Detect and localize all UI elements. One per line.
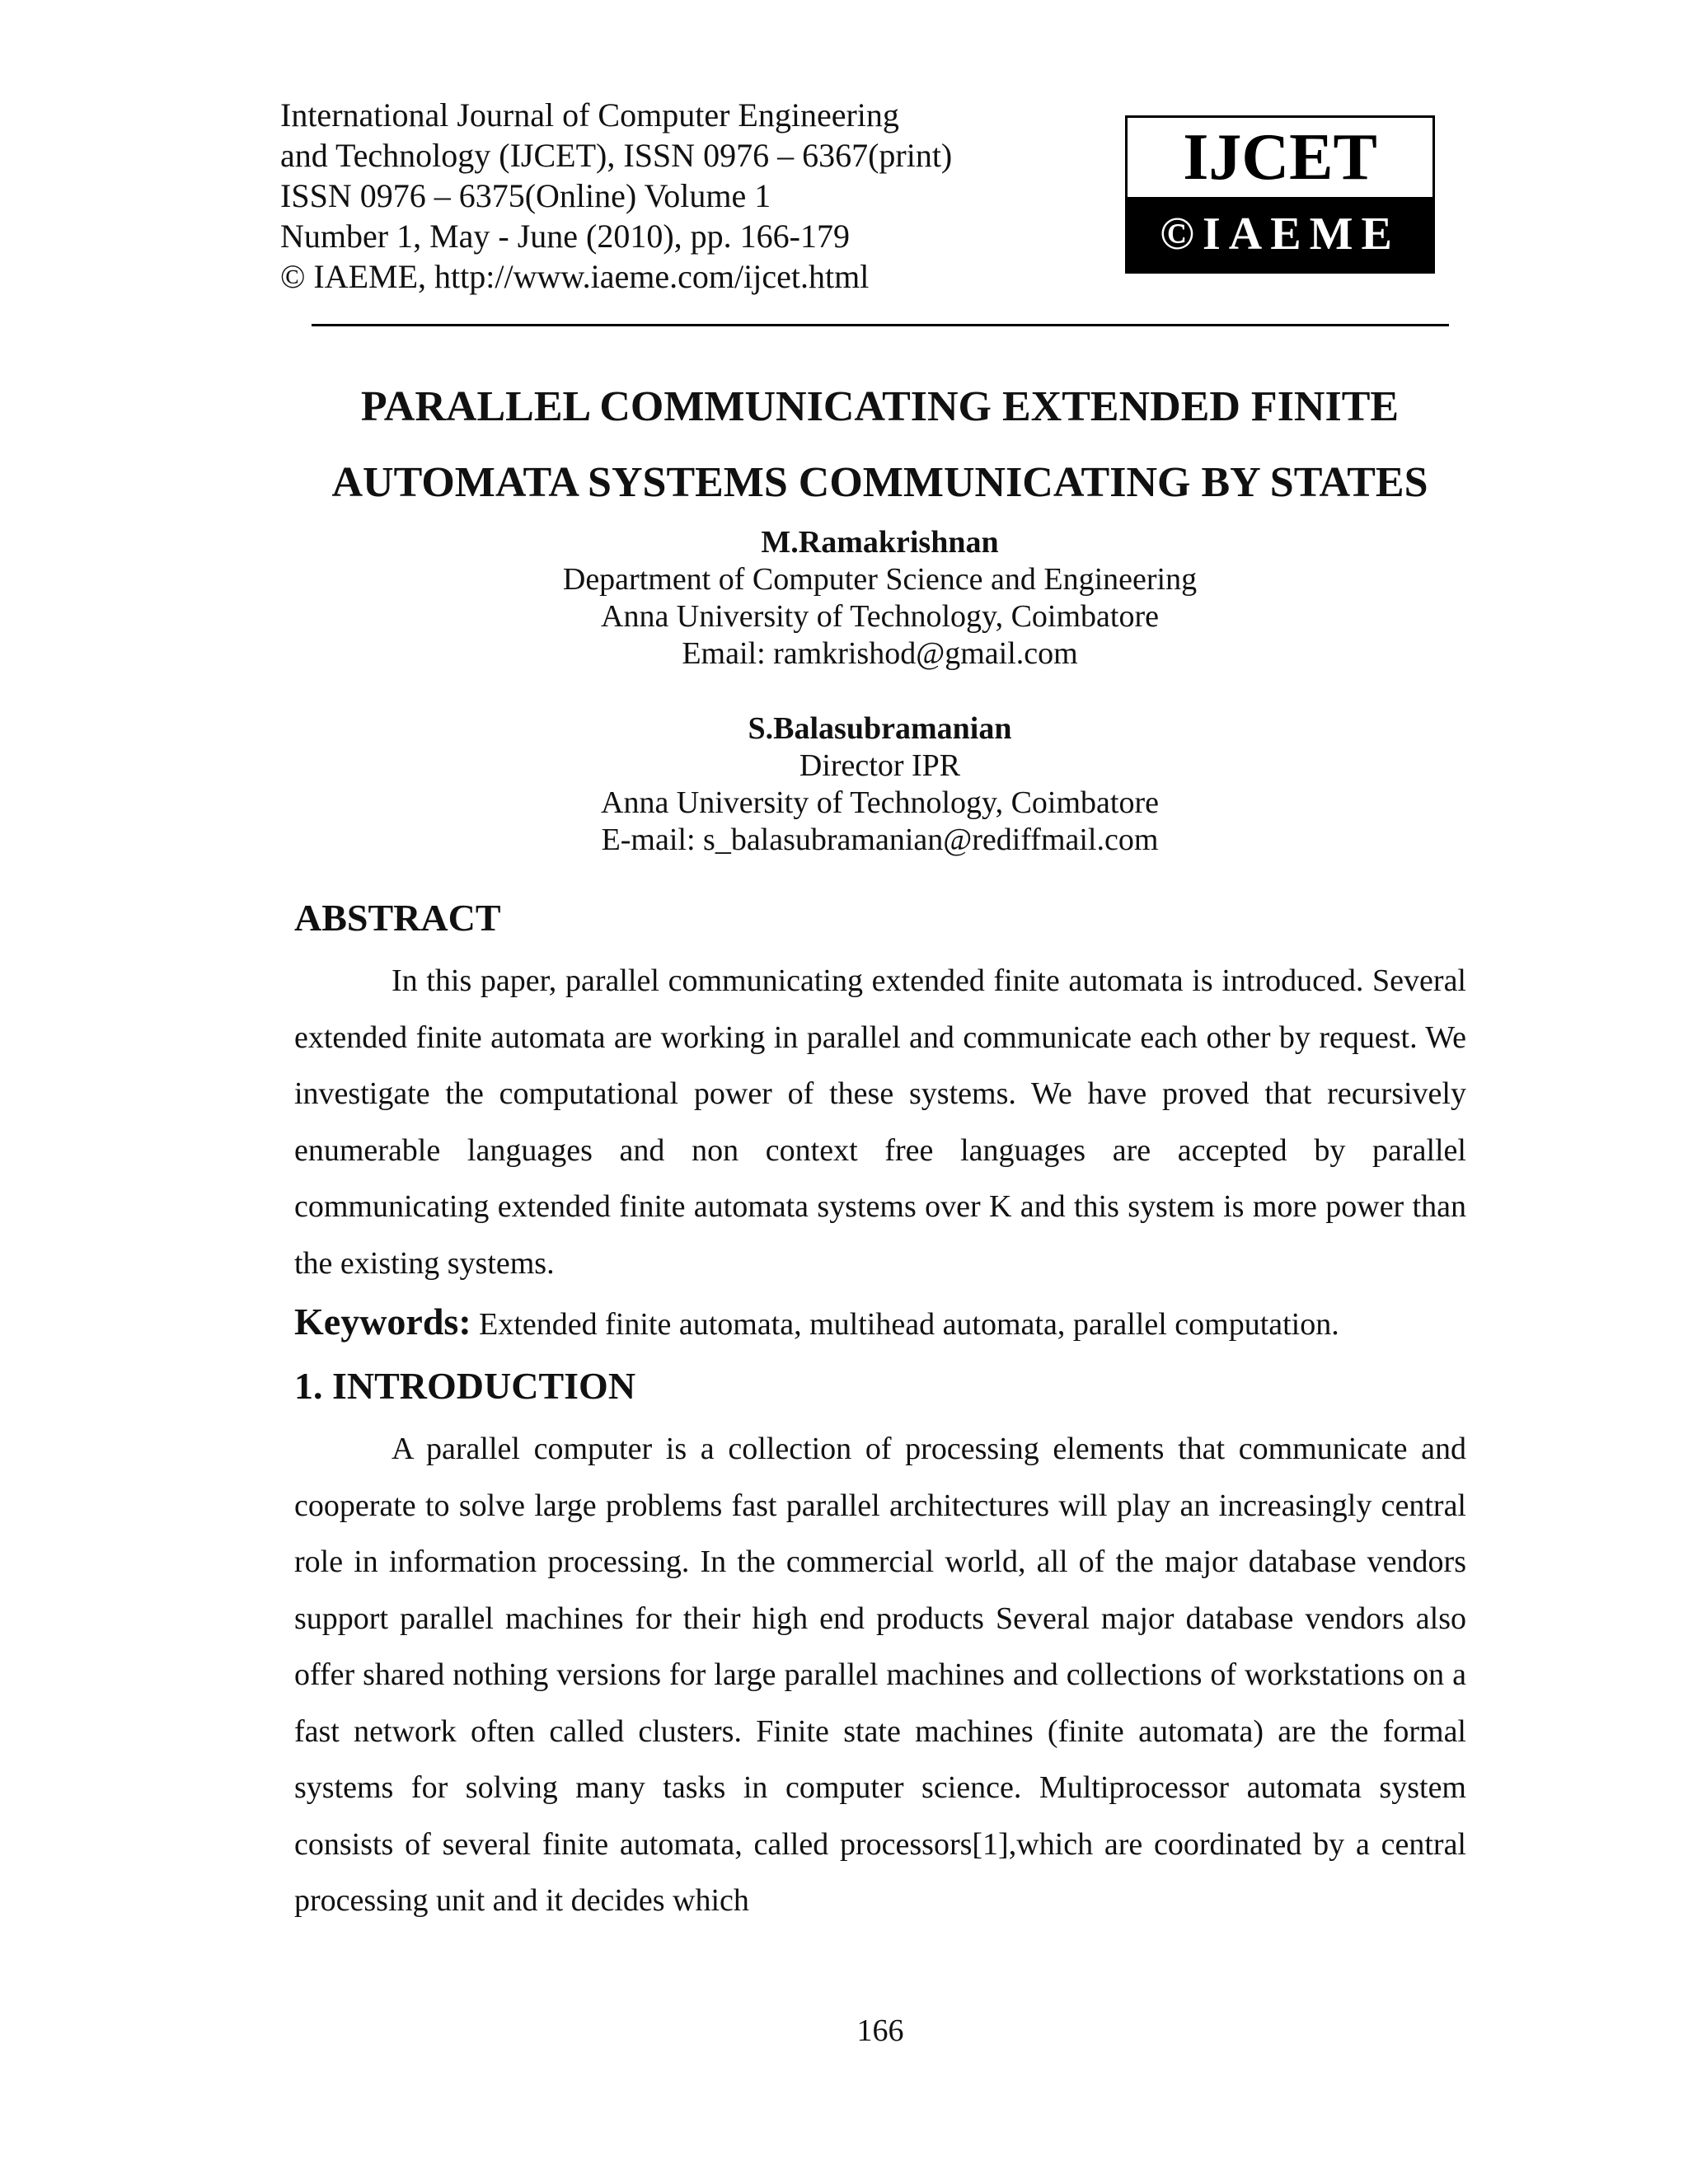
author-department: Department of Computer Science and Engineering [562, 562, 1198, 597]
author-department: Director IPR [799, 748, 961, 783]
keywords-label: Keywords: [294, 1301, 471, 1343]
keywords-text: Extended finite automata, multihead automata, parallel computation. [471, 1307, 1339, 1342]
journal-info-line: International Journal of Computer Engineering [280, 96, 899, 134]
journal-info-line: and Technology (IJCET), ISSN 0976 – 6367(print) [280, 137, 953, 174]
abstract-heading: ABSTRACT [294, 897, 501, 939]
introduction-heading: 1. INTRODUCTION [294, 1365, 636, 1407]
author-block [247, 524, 1512, 673]
journal-info [280, 95, 1055, 297]
journal-info-line: Number 1, May - June (2010), pp. 166-179 [280, 218, 850, 255]
logo-publisher: ©IAEME [1128, 197, 1432, 271]
author-email: Email: ramkrishod@gmail.com [682, 636, 1078, 671]
author-institution: Anna University of Technology, Coimbatore [601, 785, 1159, 820]
author-name: S.Balasubramanian [748, 711, 1012, 746]
ijcet-logo [1125, 115, 1435, 274]
page-number: 166 [856, 2013, 904, 2048]
author-name: M.Ramakrishnan [761, 525, 999, 560]
paper-title [247, 369, 1512, 521]
paper-title-line: PARALLEL COMMUNICATING EXTENDED FINITE [360, 383, 1400, 430]
journal-info-line: ISSN 0976 – 6375(Online) Volume 1 [280, 177, 771, 214]
author-email: E-mail: s_balasubramanian@rediffmail.com [601, 823, 1159, 857]
logo-title: IJCET [1128, 118, 1432, 197]
keywords-line [294, 1299, 1466, 1347]
header-divider [312, 324, 1449, 326]
paper-title-line: AUTOMATA SYSTEMS COMMUNICATING BY STATES [331, 459, 1428, 506]
introduction-text: A parallel computer is a collection of processing elements that communicate and cooperate to solve large problems fast parallel architectures will play an increasingly central role in information processing. In the commercial world, all of the major database vendors support parallel machines for their high end products Several major database vendors also offer shared nothing versions for large parallel machines and collections of workstations on a fast network often called clusters. Finite state machines (finite automata) are the formal systems for solving many tasks in computer science. Multiprocessor automata system consists of several finite automata, called processors[1],which are coordinated by a central processing unit and it decides which [294, 1432, 1466, 1918]
author-institution: Anna University of Technology, Coimbatore [601, 599, 1159, 634]
journal-info-line: © IAEME, http://www.iaeme.com/ijcet.html [280, 258, 870, 295]
author-block [247, 710, 1512, 859]
abstract-text: In this paper, parallel communicating extended finite automata is introduced. Several extended finite automata are working in parallel and communicate each other by request. We investigate the computational power of these systems. We have proved that recursively enumerable languages and non context free languages are accepted by parallel communicating extended finite automata systems over K and this system is more power than the existing systems. [294, 963, 1466, 1281]
